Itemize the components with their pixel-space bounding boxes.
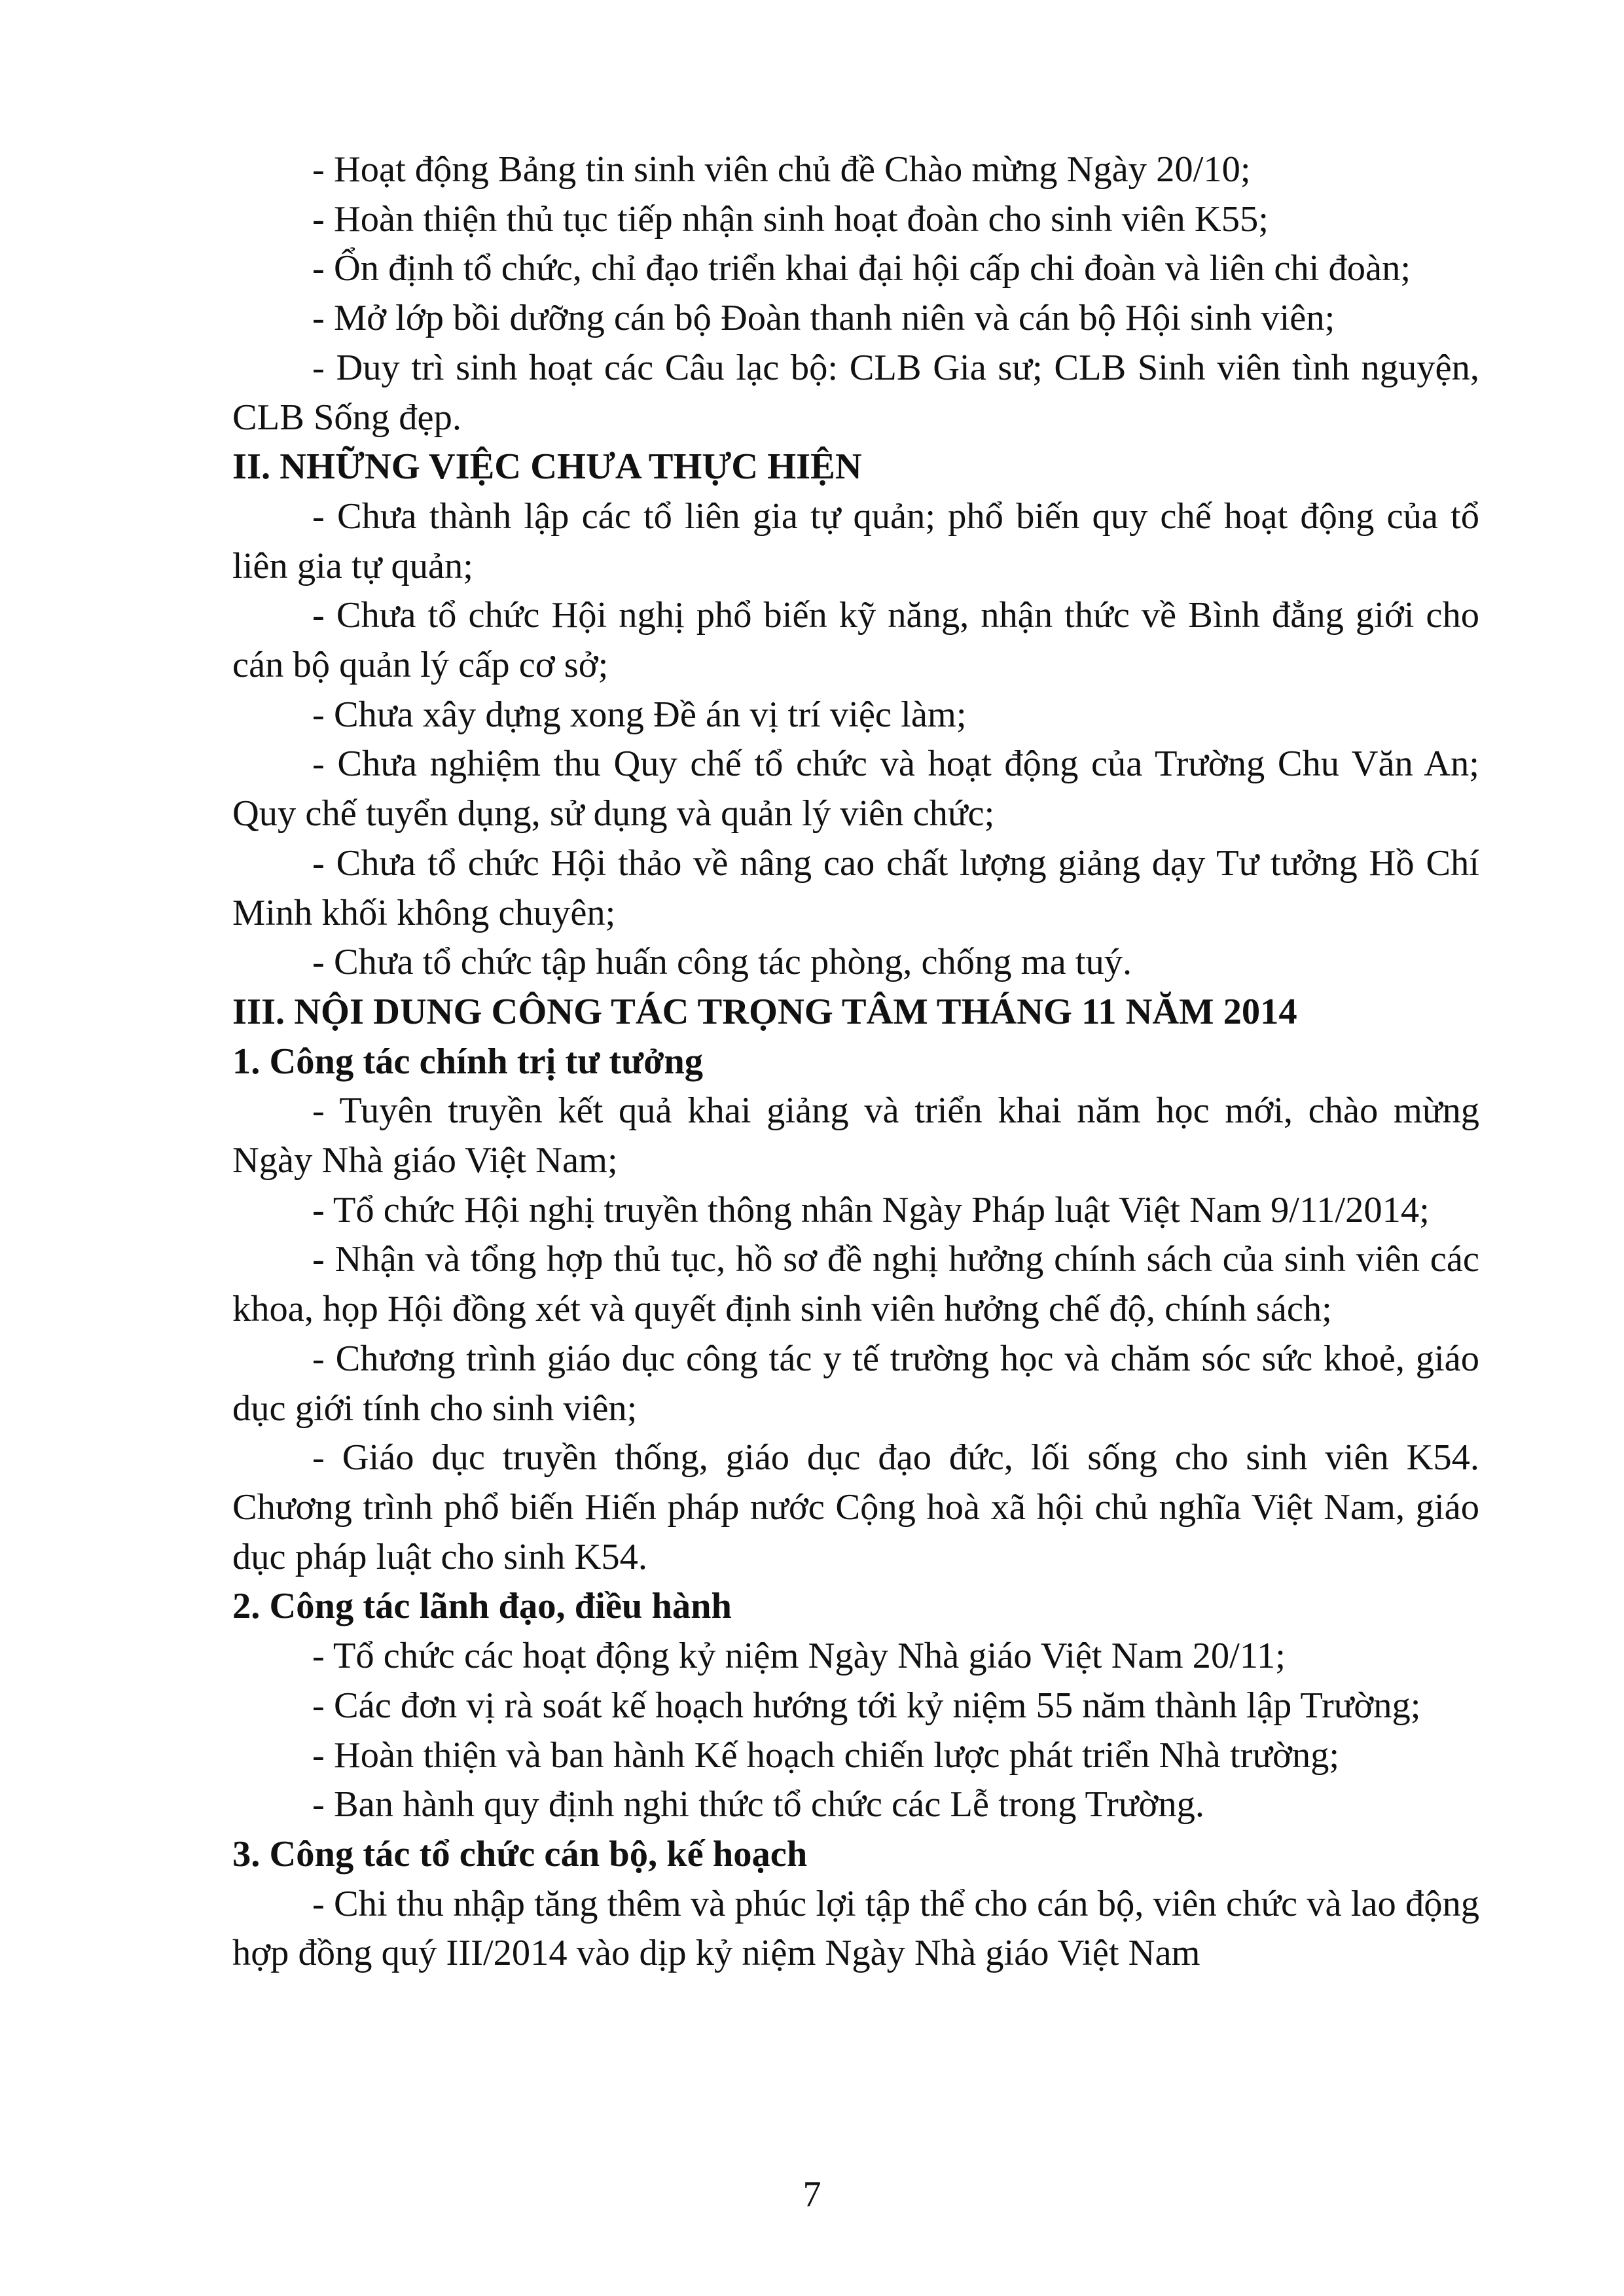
subsection-1-item: - Nhận và tổng hợp thủ tục, hồ sơ đề nghị hưởng chính sách của sinh viên các khoa, họp Hội đồng xét và quyết định sinh viên hưởng chế độ, chính sách;	[232, 1239, 1479, 1330]
subsection-1-item: - Tổ chức Hội nghị truyền thông nhân Ngày Pháp luật Việt Nam 9/11/2014;	[312, 1189, 1430, 1230]
subsection-2-item: - Các đơn vị rà soát kế hoạch hướng tới kỷ niệm 55 năm thành lập Trường;	[312, 1685, 1421, 1726]
section-3-heading: III. NỘI DUNG CÔNG TÁC TRỌNG TÂM THÁNG 11 NĂM 2014	[232, 991, 1297, 1032]
subsection-1-item: - Giáo dục truyền thống, giáo dục đạo đức, lối sống cho sinh viên K54. Chương trình phổ biến Hiến pháp nước Cộng hoà xã hội chủ nghĩa Việt Nam, giáo dục pháp luật cho sinh K54.	[232, 1437, 1479, 1577]
document-page	[232, 145, 1479, 1979]
intro-item: - Mở lớp bồi dưỡng cán bộ Đoàn thanh niên và cán bộ Hội sinh viên;	[312, 298, 1335, 339]
subsection-2-item: - Ban hành quy định nghi thức tổ chức các Lễ trong Trường.	[312, 1784, 1204, 1825]
section-2-item: - Chưa thành lập các tổ liên gia tự quản; phổ biến quy chế hoạt động của tổ liên gia tự quản;	[232, 495, 1479, 586]
page-number: 7	[803, 2174, 821, 2215]
intro-item: - Ổn định tổ chức, chỉ đạo triển khai đại hội cấp chi đoàn và liên chi đoàn;	[312, 248, 1411, 289]
section-2-item: - Chưa tổ chức Hội thảo về nâng cao chất lượng giảng dạy Tư tưởng Hồ Chí Minh khối không chuyên;	[232, 842, 1479, 933]
section-2-heading: II. NHỮNG VIỆC CHƯA THỰC HIỆN	[232, 446, 862, 488]
intro-item: - Hoạt động Bảng tin sinh viên chủ đề Chào mừng Ngày 20/10;	[312, 149, 1251, 190]
subsection-1-item: - Tuyên truyền kết quả khai giảng và triển khai năm học mới, chào mừng Ngày Nhà giáo Việt Nam;	[232, 1090, 1479, 1181]
subsection-2-item: - Hoàn thiện và ban hành Kế hoạch chiến lược phát triển Nhà trường;	[312, 1734, 1340, 1776]
subsection-2-item: - Tổ chức các hoạt động kỷ niệm Ngày Nhà giáo Việt Nam 20/11;	[312, 1636, 1286, 1677]
section-2-item: - Chưa xây dựng xong Đề án vị trí việc làm;	[312, 694, 967, 735]
subsection-3-item: - Chi thu nhập tăng thêm và phúc lợi tập thể cho cán bộ, viên chức và lao động hợp đồng quý III/2014 vào dịp kỷ niệm Ngày Nhà giáo Việt Nam	[232, 1883, 1479, 1974]
subsection-2-heading: 2. Công tác lãnh đạo, điều hành	[232, 1586, 732, 1627]
intro-item: - Duy trì sinh hoạt các Câu lạc bộ: CLB Gia sư; CLB Sinh viên tình nguyện, CLB Sống đẹp.	[232, 347, 1479, 438]
section-2-item: - Chưa nghiệm thu Quy chế tổ chức và hoạt động của Trường Chu Văn An; Quy chế tuyển dụng, sử dụng và quản lý viên chức;	[232, 744, 1479, 834]
subsection-1-heading: 1. Công tác chính trị tư tưởng	[232, 1041, 704, 1082]
section-2-item: - Chưa tổ chức Hội nghị phổ biến kỹ năng, nhận thức về Bình đẳng giới cho cán bộ quản lý cấp cơ sở;	[232, 595, 1479, 686]
subsection-1-item: - Chương trình giáo dục công tác y tế trường học và chăm sóc sức khoẻ, giáo dục giới tính cho sinh viên;	[232, 1338, 1479, 1429]
section-2-item: - Chưa tổ chức tập huấn công tác phòng, chống ma tuý.	[312, 942, 1132, 983]
subsection-3-heading: 3. Công tác tổ chức cán bộ, kế hoạch	[232, 1833, 808, 1874]
intro-item: - Hoàn thiện thủ tục tiếp nhận sinh hoạt đoàn cho sinh viên K55;	[312, 198, 1269, 240]
